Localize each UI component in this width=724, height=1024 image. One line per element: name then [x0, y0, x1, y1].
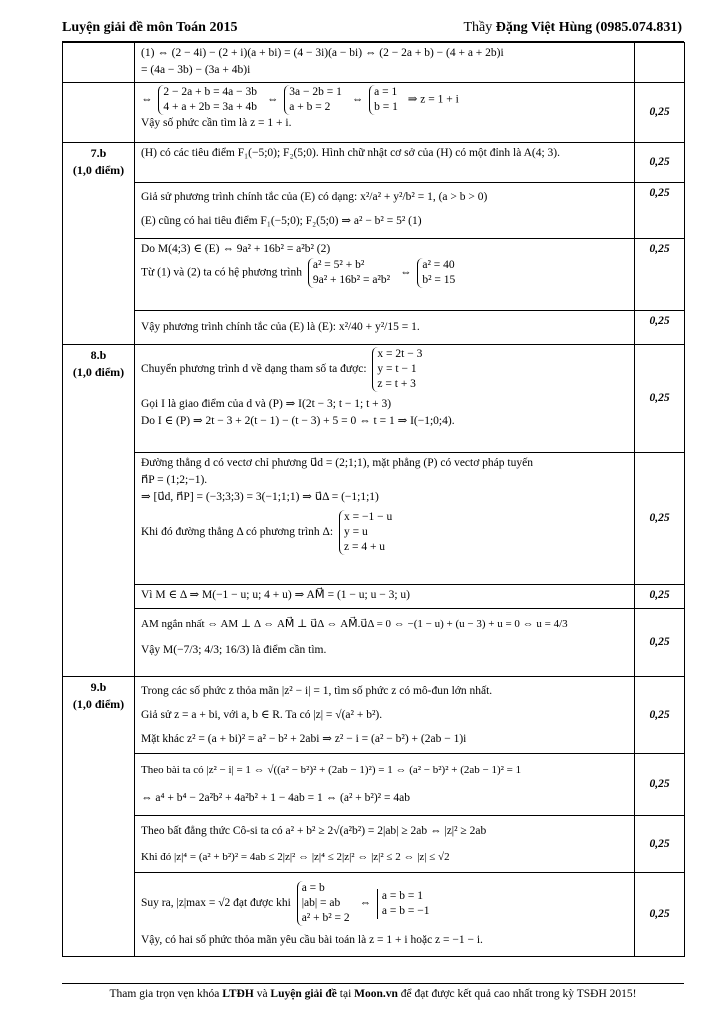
- content-cell: [135, 677, 635, 754]
- table-row: [63, 453, 685, 585]
- points-cell: 0,25: [635, 183, 685, 239]
- table-row: [63, 43, 685, 83]
- system-eq: z = 4 + u: [343, 541, 386, 553]
- points-cell: 0,25: [635, 345, 685, 453]
- equation-system: [369, 85, 402, 115]
- points-cell: 0,25: [635, 143, 685, 183]
- system-eq: a = b = 1: [381, 889, 423, 902]
- math-line: AM ngắn nhất ⇔ AM ⊥ Δ ⇔ AM⃗ ⊥ u⃗Δ ⇔ AM⃗.u⃗Δ = 0 ⇔ −(1 − u) + (u − 3) + u = 0 ⇔ u = 4/3: [141, 618, 568, 630]
- equation-system: [284, 85, 346, 115]
- content-cell: [135, 239, 635, 311]
- system-eq: 4 + a + 2b = 3a + 4b: [163, 101, 258, 113]
- math-line: Vậy số phức cần tìm là z = 1 + i.: [141, 117, 292, 129]
- content-cell: [135, 83, 635, 143]
- math-line: Vậy phương trình chính tắc của (E) là (E): x²/40 + y²/15 = 1.: [141, 321, 420, 333]
- system-eq: 9a² + 16b² = a²b²: [312, 274, 391, 286]
- header-author-prefix: Thầy: [463, 20, 496, 35]
- content-cell: [135, 183, 635, 239]
- footer-text: để đạt được kết quả cao nhất trong kỳ TSĐH 2015!: [397, 988, 637, 1000]
- system-line: ⇔ 2 − 2a + b = 4a − 3b 4 + a + 2b = 3a + 4b ⇔ 3a − 2b = 1 a + b = 2 ⇔ a = 1 b = 1 ⇒ z = 1 + i: [141, 86, 459, 113]
- footer-text: và: [253, 988, 271, 1000]
- system-line: [141, 510, 628, 555]
- system-prefix: Khi đó đường thẳng Δ có phương trình Δ:: [141, 526, 334, 539]
- system-eq: a = 1: [374, 86, 398, 98]
- system-eq: a² = 40: [422, 259, 455, 271]
- footer-bold: Luyện giải đề: [270, 988, 337, 1000]
- system-eq: z = t + 3: [377, 378, 416, 390]
- footer-text: tại: [336, 988, 355, 1000]
- content-cell: [135, 754, 635, 816]
- table-row: [63, 143, 685, 183]
- math-line: Do M(4;3) ∈ (E) ⇔ 9a² + 16b² = a²b² (2): [141, 243, 331, 255]
- page-header: [62, 20, 682, 40]
- system-prefix: Từ (1) và (2) ta có hệ phương trình: [141, 266, 302, 279]
- content-cell: [135, 43, 635, 83]
- equation-system: [372, 347, 426, 392]
- content-cell: [135, 873, 635, 957]
- table-row: [63, 345, 685, 453]
- question-cell: [63, 677, 135, 957]
- question-points: (1,0 điểm): [72, 697, 125, 711]
- math-line: Đường thẳng d có vectơ chỉ phương u⃗d = (2;1;1), mặt phẳng (P) có vectơ pháp tuyến: [141, 457, 533, 469]
- points-cell: 0,25: [635, 816, 685, 873]
- equation-system: [297, 881, 354, 926]
- system-eq: y = u: [343, 526, 368, 538]
- question-points: (1,0 điểm): [72, 365, 125, 379]
- table-row: [63, 816, 685, 873]
- equation-system: [339, 510, 396, 555]
- points-cell: 0,25: [635, 873, 685, 957]
- table-row: [63, 585, 685, 609]
- math-line: Theo bất đẳng thức Cô-si ta có a² + b² ≥ 2√(a²b²) = 2|ab| ≥ 2ab ⇔ |z|² ≥ 2ab: [141, 825, 487, 837]
- system-eq: y = t − 1: [377, 363, 417, 375]
- system-eq: x = 2t − 3: [377, 348, 423, 360]
- points-cell: [635, 83, 685, 143]
- math-line: Gọi I là giao điểm của d và (P) ⇒ I(2t − 3; t − 1; t + 3): [141, 398, 392, 410]
- table-row: [63, 873, 685, 957]
- math-line: Do I ∈ (P) ⇒ 2t − 3 + 2(t − 1) − (t − 3) + 5 = 0 ⇔ t = 1 ⇒ I(−1;0;4).: [141, 415, 455, 427]
- question-cell: [63, 83, 135, 143]
- table-row: [63, 311, 685, 345]
- math-line: Vậy, có hai số phức thỏa mãn yêu cầu bài toán là z = 1 + i hoặc z = −1 − i.: [141, 934, 483, 946]
- system-prefix: Suy ra, |z|max = √2 đạt được khi: [141, 897, 291, 910]
- content-cell: [135, 311, 635, 345]
- system-line: Từ (1) và (2) ta có hệ phương trình a² = 5² + b² 9a² + 16b² = a²b² ⇔ a² = 40 b² = 15: [141, 258, 628, 288]
- table-row: [63, 609, 685, 677]
- system-line: [141, 347, 628, 392]
- header-author-name: Đặng Việt Hùng (0985.074.831): [495, 20, 682, 35]
- math-line: (H) có các tiêu điểm F₁(−5;0); F₂(5;0). Hình chữ nhật cơ sở của (H) có một đỉnh là A(4; 3).: [141, 147, 561, 159]
- content-cell: [135, 345, 635, 453]
- math-line: Mặt khác z² = (a + bi)² = a² − b² + 2abi ⇒ z² − i = (a² − b²) + (2ab − 1)i: [141, 733, 467, 745]
- system-eq: x = −1 − u: [343, 511, 393, 523]
- footer-link[interactable]: Moon.vn: [354, 988, 398, 1000]
- page-footer: [62, 988, 684, 1000]
- points-cell: 0,25: [635, 239, 685, 311]
- points-cell: 0,25: [635, 453, 685, 585]
- math-line: Theo bài ta có |z² − i| = 1 ⇔ √((a² − b²)² + (2ab − 1)²) = 1 ⇔ (a² − b²)² + (2ab − 1)² = 1: [141, 764, 522, 776]
- math-line: = (4a − 3b) − (3a + 4b)i: [141, 64, 251, 76]
- footer-bold: LTĐH: [222, 988, 254, 1000]
- header-title: Luyện giải đề môn Toán 2015: [62, 20, 238, 35]
- math-line: Trong các số phức z thỏa mãn |z² − i| = 1, tìm số phức z có mô-đun lớn nhất.: [141, 685, 493, 697]
- system-eq: a² + b² = 2: [301, 912, 350, 924]
- points-cell: 0,25: [635, 609, 685, 677]
- equation-system: [417, 258, 459, 288]
- points-cell: 0,25: [635, 754, 685, 816]
- math-line: ⇔ a⁴ + b⁴ − 2a²b² + 4a²b² + 1 − 4ab = 1 ⇔ (a² + b²)² = 4ab: [141, 792, 410, 804]
- system-eq: |ab| = ab: [301, 897, 341, 909]
- math-line: Giả sử z = a + bi, với a, b ∈ R. Ta có |z| = √(a² + b²).: [141, 709, 383, 721]
- table-row: [63, 183, 685, 239]
- footer-text: Tham gia trọn vẹn khóa: [109, 988, 223, 1000]
- content-cell: [135, 585, 635, 609]
- math-line: Vì M ∈ Δ ⇒ M(−1 − u; u; 4 + u) ⇒ AM⃗ = (1 − u; u − 3; u): [141, 589, 410, 601]
- equation-system: [308, 258, 394, 288]
- system-prefix: Chuyển phương trình d về dạng tham số ta được:: [141, 363, 367, 376]
- points-cell: [635, 43, 685, 83]
- points-cell: 0,25: [635, 677, 685, 754]
- math-line: Giả sử phương trình chính tắc của (E) có dạng: x²/a² + y²/b² = 1, (a > b > 0): [141, 191, 488, 203]
- system-eq: a = b = −1: [381, 904, 430, 917]
- system-line: Suy ra, |z|max = √2 đạt được khi a = b |ab| = ab a² + b² = 2 ⇔ a = b = 1 a = b = −1: [141, 881, 628, 926]
- points-value: 0,25: [649, 106, 670, 118]
- table-row: [63, 754, 685, 816]
- content-cell: [135, 609, 635, 677]
- math-line: ⇒ [u⃗d, n⃗P] = (−3;3;3) = 3(−1;1;1) ⇒ u⃗Δ = (−1;1;1): [141, 491, 379, 503]
- math-line: Khi đó |z|⁴ = (a² + b²)² = 4ab ≤ 2|z|² ⇔ |z|⁴ ≤ 2|z|² ⇔ |z|² ≤ 2 ⇔ |z| ≤ √2: [141, 851, 450, 863]
- system-eq: b = 1: [374, 101, 398, 113]
- question-points: (1,0 điểm): [72, 163, 125, 177]
- system-result: ⇒ z = 1 + i: [407, 93, 459, 106]
- math-line: Vậy M(−7/3; 4/3; 16/3) là điểm cần tìm.: [141, 644, 327, 656]
- question-cell: [63, 345, 135, 677]
- question-number: 7.b: [90, 146, 107, 160]
- system-eq: a² = 5² + b²: [312, 259, 365, 271]
- content-cell: [135, 143, 635, 183]
- question-number: 8.b: [90, 348, 107, 362]
- solution-table: [62, 42, 685, 957]
- table-row: [63, 239, 685, 311]
- equation-system: [377, 889, 434, 919]
- content-cell: [135, 453, 635, 585]
- table-row: [63, 677, 685, 754]
- table-row: [63, 83, 685, 143]
- system-eq: 2 − 2a + b = 4a − 3b: [163, 86, 258, 98]
- question-number: 9.b: [90, 680, 107, 694]
- math-line: (E) cũng có hai tiêu điểm F₁(−5;0); F₂(5;0) ⇒ a² − b² = 5² (1): [141, 215, 422, 227]
- system-eq: 3a − 2b = 1: [289, 86, 342, 98]
- math-line: (1) ⇔ (2 − 4i) − (2 + i)(a + bi) = (4 − 3i)(a − bi) ⇔ (2 − 2a + b) − (4 + a + 2b)i: [141, 47, 504, 59]
- header-author: [463, 20, 682, 36]
- system-eq: b² = 15: [422, 274, 456, 286]
- content-cell: [135, 816, 635, 873]
- system-eq: a = b: [301, 882, 325, 894]
- footer-rule: [62, 983, 684, 984]
- question-cell: [63, 43, 135, 83]
- system-eq: a + b = 2: [289, 101, 331, 113]
- math-line: n⃗P = (1;2;−1).: [141, 474, 208, 486]
- points-cell: 0,25: [635, 311, 685, 345]
- points-cell: 0,25: [635, 585, 685, 609]
- question-cell: [63, 143, 135, 345]
- equation-system: [158, 85, 261, 115]
